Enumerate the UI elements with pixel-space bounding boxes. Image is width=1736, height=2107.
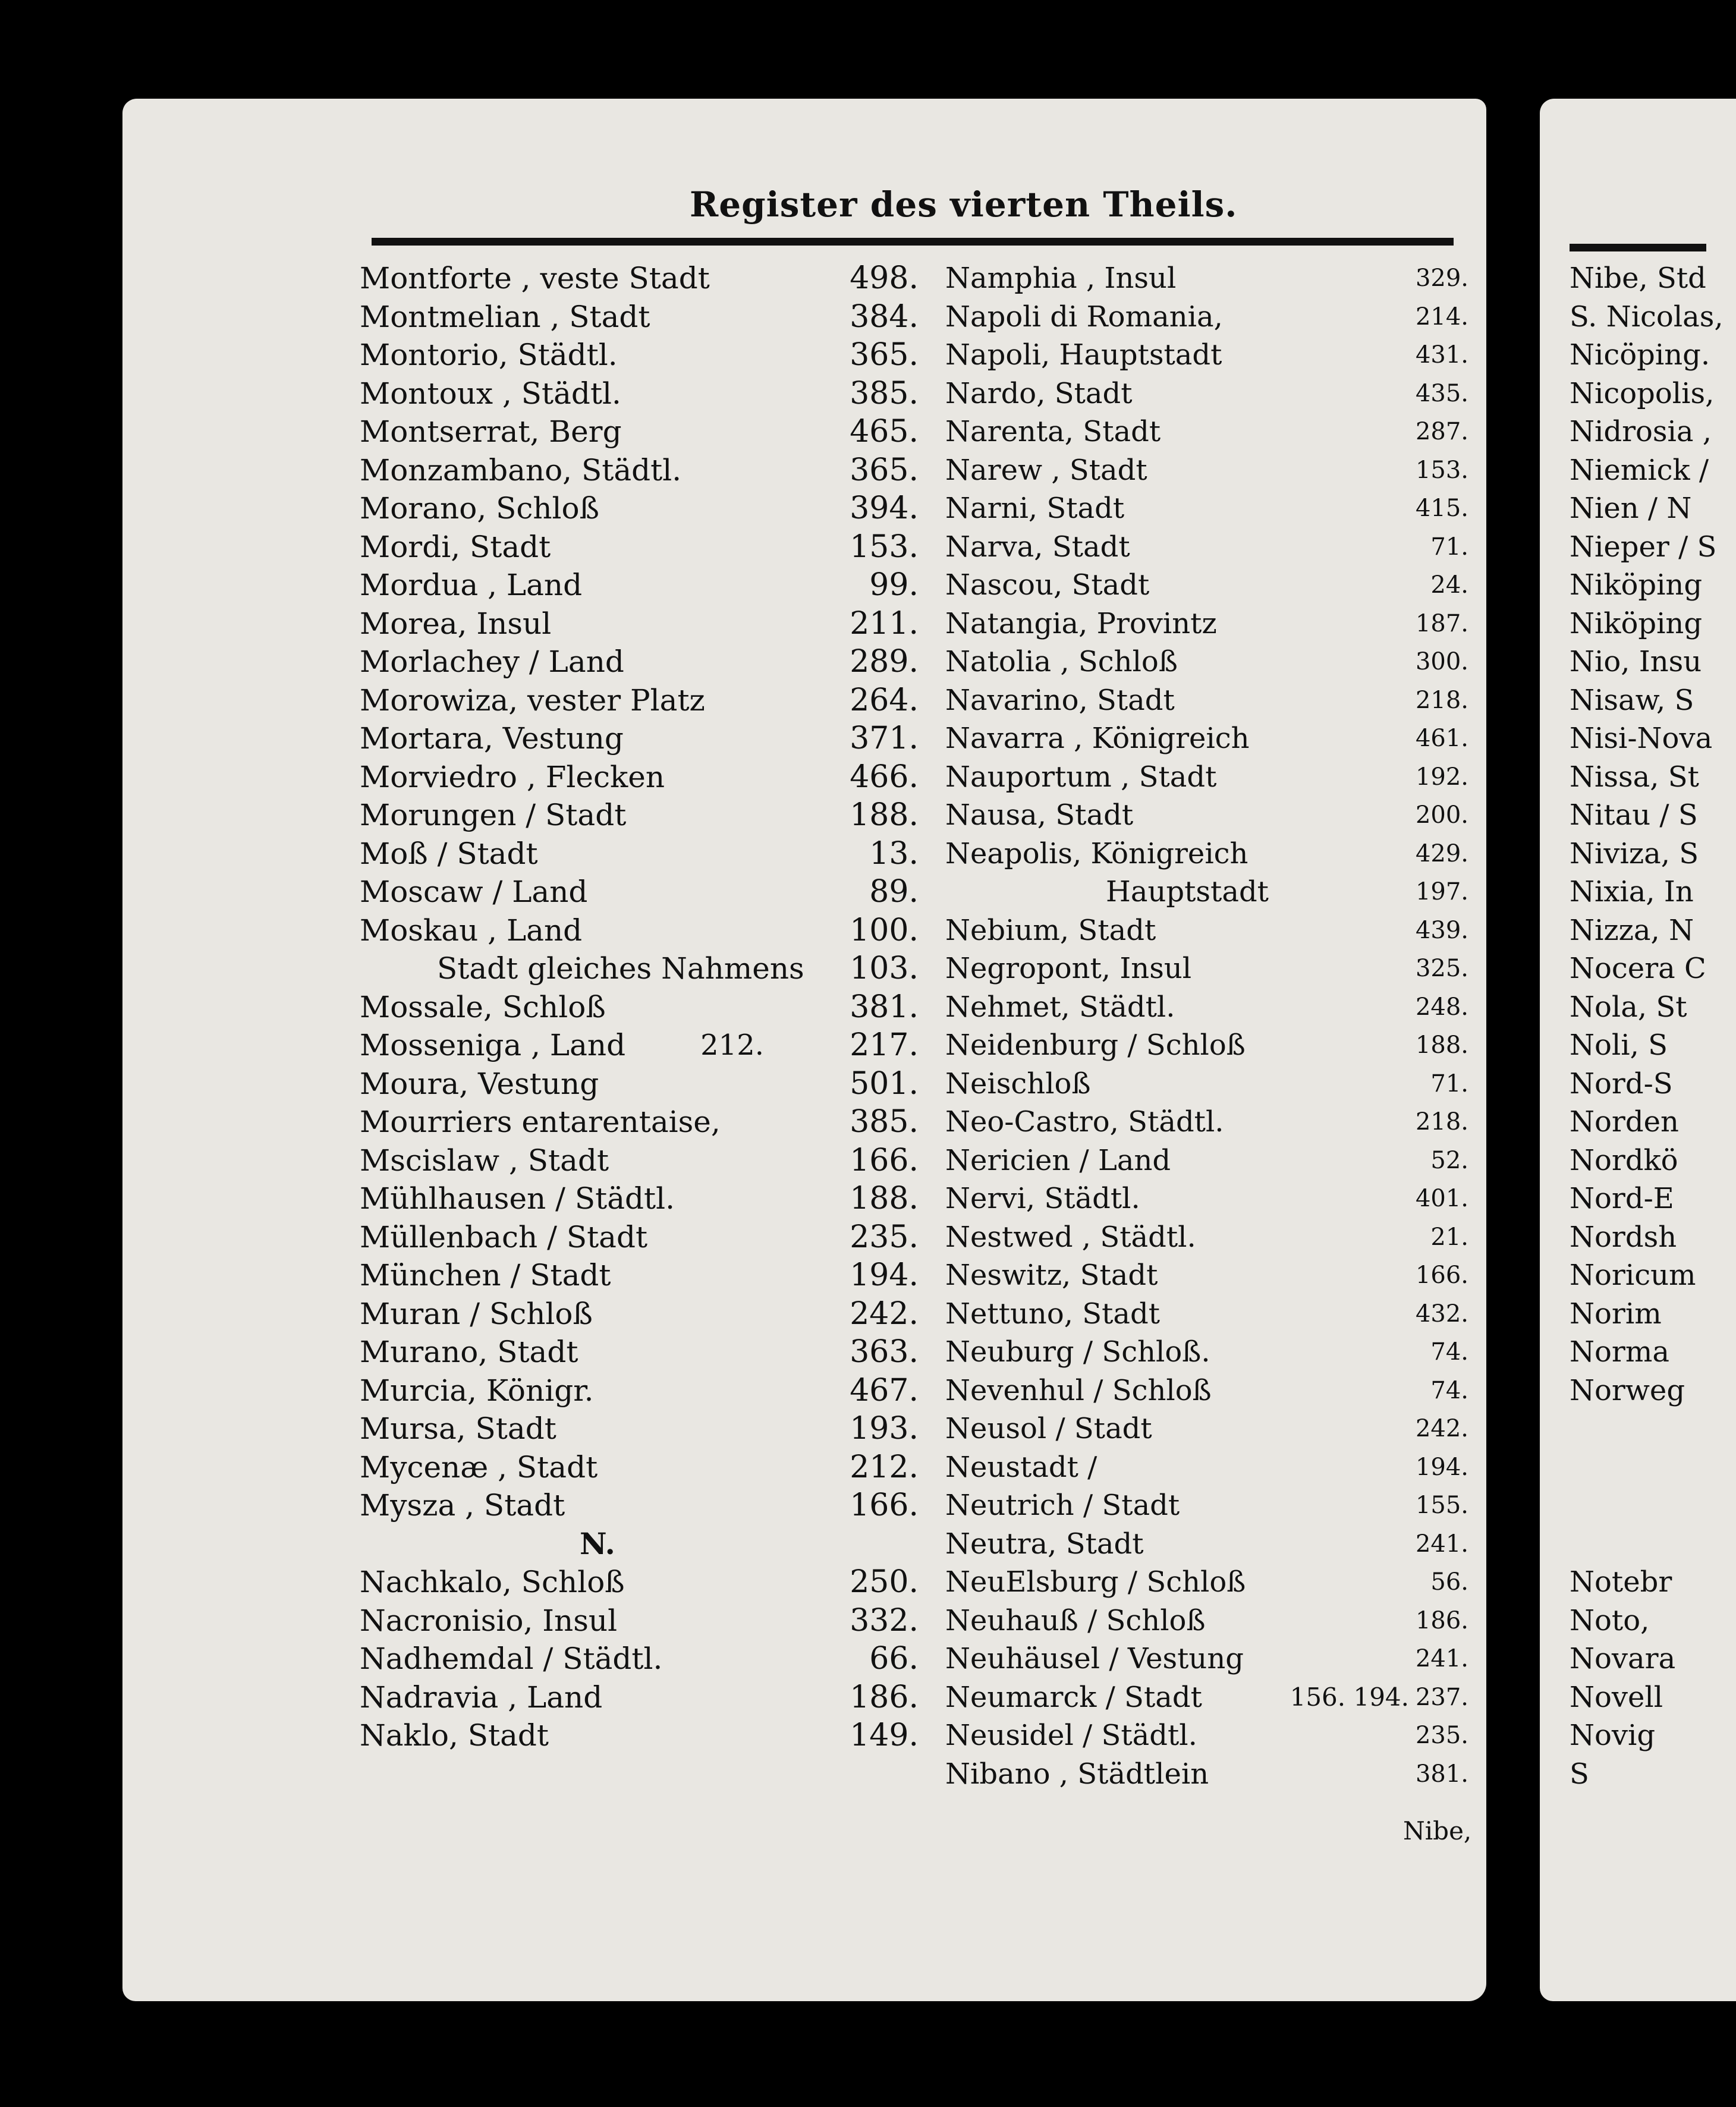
entry-name: Mycenæ , Stadt — [360, 1449, 598, 1485]
index-entry-partial: Nisaw, S — [1570, 683, 1694, 717]
entry-name: Neswitz, Stadt — [945, 1259, 1158, 1292]
index-entry-partial: Nieper / S — [1570, 530, 1717, 564]
entry-name: Muran / Schloß — [360, 1296, 593, 1331]
entry-page-number: 381. — [850, 989, 919, 1025]
index-entry-partial: Norma — [1570, 1335, 1669, 1369]
index-entry — [360, 1333, 924, 1372]
entry-name: München / Stadt — [360, 1258, 611, 1292]
entry-page-number: 188. — [1415, 1032, 1468, 1059]
entry-name: Neidenburg / Schloß — [945, 1029, 1246, 1062]
entry-name: Stadt gleiches Nahmens — [437, 951, 804, 986]
index-entry — [945, 1602, 1468, 1640]
entry-name: Nadravia , Land — [360, 1680, 603, 1715]
index-entry-partial: Nien / N — [1570, 492, 1692, 525]
index-entry-partial: Niviza, S — [1570, 836, 1699, 870]
index-entry — [945, 566, 1468, 605]
index-entry-partial: Nord-S — [1570, 1067, 1673, 1100]
index-entry-partial: Norim — [1570, 1297, 1662, 1331]
index-entry — [945, 1065, 1468, 1103]
index-entry-partial: Novig — [1570, 1719, 1656, 1752]
index-entry — [360, 1295, 924, 1334]
index-entry — [360, 911, 924, 950]
entry-name: Neischloß — [945, 1067, 1091, 1100]
entry-name: Neuhauß / Schloß — [945, 1603, 1206, 1637]
index-entry — [360, 1486, 924, 1525]
index-entry-partial — [1570, 1486, 1706, 1525]
entry-page-number: 289. — [850, 644, 919, 680]
entry-page-number: 363. — [850, 1334, 919, 1370]
entry-page-number: 401. — [1415, 1185, 1468, 1212]
index-entry-partial: Norweg — [1570, 1373, 1685, 1407]
index-entry — [360, 873, 924, 911]
index-entry — [360, 1410, 924, 1448]
entry-name: Murano, Stadt — [360, 1335, 578, 1369]
catchword: Nibe, — [1403, 1816, 1472, 1845]
index-entry-partial: Novell — [1570, 1680, 1663, 1714]
index-entry — [945, 1678, 1468, 1717]
entry-name: Neusidel / Städtl. — [945, 1719, 1197, 1752]
index-entry-partial: Nisi-Nova — [1570, 722, 1713, 755]
index-entry — [360, 1678, 924, 1717]
entry-page-number: 186. — [1415, 1606, 1468, 1634]
index-entry — [945, 451, 1468, 490]
entry-name: Narva, Stadt — [945, 530, 1130, 564]
index-entry-partial — [1570, 1410, 1706, 1448]
index-entry — [945, 1103, 1468, 1141]
index-entry — [360, 1218, 924, 1257]
entry-name: Neusol / Stadt — [945, 1412, 1152, 1445]
index-entry — [945, 528, 1468, 567]
entry-name: Navarino, Stadt — [945, 683, 1175, 717]
entry-page-number: 466. — [850, 759, 919, 795]
entry-page-number: 52. — [1430, 1146, 1468, 1174]
index-entry — [360, 259, 924, 298]
index-entry-partial: Nitau / S — [1570, 798, 1698, 832]
entry-name: Montforte , veste Stadt — [360, 261, 710, 295]
entry-page-number: 332. — [850, 1602, 919, 1639]
index-entry — [945, 835, 1468, 873]
entry-page-number: 89. — [869, 874, 919, 910]
entry-page-number: 439. — [1415, 916, 1468, 944]
index-entry — [945, 1295, 1468, 1334]
entry-name: Morviedro , Flecken — [360, 759, 665, 794]
entry-page-number: 100. — [850, 912, 919, 948]
entry-page-number: 431. — [1415, 341, 1468, 369]
entry-name: Morlachey / Land — [360, 644, 624, 679]
entry-page-number: 237. — [1415, 1683, 1468, 1711]
entry-page-number: 153. — [850, 529, 919, 565]
entry-page-number: 99. — [869, 567, 919, 603]
entry-name: Hauptstadt — [1106, 875, 1269, 908]
index-entry — [945, 988, 1468, 1027]
index-entry-partial: Nord-E — [1570, 1182, 1674, 1215]
index-entry — [945, 643, 1468, 681]
entry-page-number: 192. — [1415, 763, 1468, 791]
index-entry — [360, 988, 924, 1027]
entry-page-number: 155. — [1415, 1492, 1468, 1519]
entry-page-number: 212. — [850, 1449, 919, 1485]
index-column-2 — [945, 259, 1468, 1793]
entry-name: Moß / Stadt — [360, 836, 538, 871]
index-entry — [360, 643, 924, 681]
entry-name: Narni, Stadt — [945, 492, 1125, 525]
header-rule-right-page — [1570, 244, 1706, 251]
entry-page-number: 218. — [1415, 1108, 1468, 1136]
entry-page-number: 461. — [1415, 725, 1468, 752]
index-entry-partial: Nola, St — [1570, 990, 1687, 1024]
entry-page-number: 71. — [1430, 1070, 1468, 1097]
entry-page-number: 153. — [1415, 456, 1468, 484]
entry-page-number: 149. — [850, 1718, 919, 1753]
entry-name: Mordua , Land — [360, 568, 583, 602]
index-entry-partial: Nocera C — [1570, 952, 1706, 985]
entry-name: Napoli di Romania, — [945, 300, 1223, 334]
index-entry-partial: Nizza, N — [1570, 913, 1694, 947]
entry-page-number: 166. — [850, 1142, 919, 1178]
section-letter — [360, 1525, 924, 1564]
entry-name: Nehmet, Städtl. — [945, 990, 1175, 1024]
index-entry-partial: Niköping — [1570, 606, 1703, 640]
entry-page-number: 200. — [1415, 801, 1468, 829]
entry-page-number: 188. — [850, 797, 919, 833]
index-entry — [360, 681, 924, 720]
index-entry — [945, 796, 1468, 835]
index-entry — [945, 949, 1468, 988]
entry-name: Mursa, Stadt — [360, 1411, 556, 1446]
entry-name: Mscislaw , Stadt — [360, 1143, 609, 1178]
index-entry-partial: Norden — [1570, 1105, 1679, 1139]
entry-name: Nebium, Stadt — [945, 913, 1156, 947]
entry-name: Napoli, Hauptstadt — [945, 338, 1222, 372]
index-entry-partial: Nissa, St — [1570, 760, 1699, 794]
entry-page-number: 24. — [1430, 571, 1468, 599]
entry-name: Mossale, Schloß — [360, 989, 606, 1024]
index-entry — [360, 1372, 924, 1410]
entry-page-number: 71. — [1430, 533, 1468, 561]
entry-name: Nericien / Land — [945, 1143, 1171, 1177]
entry-page-number: 56. — [1430, 1568, 1468, 1596]
index-entry — [360, 605, 924, 643]
entry-page-number: 467. — [850, 1372, 919, 1408]
index-entry — [945, 1026, 1468, 1065]
index-entry — [360, 1563, 924, 1602]
entry-name: Moscaw / Land — [360, 875, 588, 909]
index-entry-partial: Nixia, In — [1570, 875, 1694, 908]
entry-name: Morea, Insul — [360, 606, 552, 641]
entry-page-number: 66. — [869, 1641, 919, 1677]
index-entry — [360, 1716, 924, 1755]
index-entry — [945, 1410, 1468, 1448]
entry-page-number: 248. — [1415, 993, 1468, 1021]
entry-page-number: 187. — [1415, 609, 1468, 637]
index-entry — [360, 1141, 924, 1180]
entry-page-number: 429. — [1415, 839, 1468, 867]
entry-page-number: 241. — [1415, 1645, 1468, 1672]
index-entry — [360, 1256, 924, 1295]
entry-name: Nettuno, Stadt — [945, 1297, 1161, 1331]
entry-name: Negropont, Insul — [945, 952, 1192, 985]
index-entry — [945, 1448, 1468, 1487]
entry-page-number: 166. — [1415, 1262, 1468, 1289]
index-entry — [945, 1141, 1468, 1180]
index-entry — [945, 1525, 1468, 1564]
index-entry — [945, 1563, 1468, 1602]
header-rule — [372, 238, 1454, 246]
index-entry-partial: Noto, — [1570, 1603, 1650, 1637]
entry-name: Murcia, Königr. — [360, 1373, 594, 1408]
index-entry-partial: Nidrosia , — [1570, 415, 1712, 448]
entry-name: Montserrat, Berg — [360, 414, 622, 449]
entry-page-number: 188. — [850, 1181, 919, 1216]
entry-page-number: 194. — [1415, 1453, 1468, 1481]
index-entry — [945, 375, 1468, 413]
index-entry — [945, 1218, 1468, 1257]
index-entry-partial: Novara — [1570, 1642, 1676, 1675]
index-entry — [945, 336, 1468, 375]
index-entry — [360, 528, 924, 567]
entry-extra-page: 156. 194. — [1290, 1682, 1409, 1712]
index-entry — [945, 719, 1468, 758]
page-header: Register des vierten Theils. — [690, 184, 1238, 225]
entry-page-number: 365. — [850, 452, 919, 488]
entry-name: Nascou, Stadt — [945, 568, 1150, 602]
index-entry — [945, 605, 1468, 643]
entry-page-number: 186. — [850, 1679, 919, 1715]
entry-name: Nacronisio, Insul — [360, 1603, 618, 1638]
index-entry — [360, 336, 924, 375]
index-entry — [945, 1180, 1468, 1218]
entry-page-number: 235. — [850, 1219, 919, 1255]
entry-name: Nestwed , Städtl. — [945, 1220, 1196, 1254]
entry-name: Nausa, Stadt — [945, 798, 1134, 832]
entry-name: Naklo, Stadt — [360, 1718, 549, 1753]
entry-name: Nervi, Städtl. — [945, 1182, 1140, 1215]
entry-name: Montmelian , Stadt — [360, 299, 650, 334]
entry-name: Nadhemdal / Städtl. — [360, 1641, 663, 1676]
index-entry — [945, 413, 1468, 451]
entry-page-number: 287. — [1415, 418, 1468, 445]
index-entry — [945, 681, 1468, 720]
entry-name: Nachkalo, Schloß — [360, 1565, 625, 1599]
entry-page-number: 241. — [1415, 1530, 1468, 1558]
index-entry — [360, 566, 924, 605]
entry-name: Müllenbach / Stadt — [360, 1219, 648, 1254]
index-column-right-page — [1570, 259, 1724, 1793]
entry-page-number: 501. — [850, 1065, 919, 1102]
index-entry — [945, 489, 1468, 528]
entry-page-number: 242. — [1415, 1415, 1468, 1442]
entry-page-number: 103. — [850, 951, 919, 986]
index-entry — [945, 873, 1468, 911]
index-entry — [945, 1372, 1468, 1410]
entry-name: Morano, Schloß — [360, 491, 600, 526]
entry-name: Moura, Vestung — [360, 1066, 599, 1101]
index-entry-partial: S — [1570, 1757, 1589, 1791]
index-entry-partial: Nordsh — [1570, 1220, 1677, 1254]
index-entry — [945, 259, 1468, 298]
index-entry — [360, 719, 924, 758]
entry-name: Mosseniga , Land — [360, 1028, 626, 1062]
entry-name: Montorio, Städtl. — [360, 338, 618, 372]
entry-extra-page: 212. — [700, 1029, 764, 1062]
index-entry — [945, 1256, 1468, 1295]
index-entry — [360, 1103, 924, 1141]
index-entry — [360, 1026, 924, 1065]
entry-name: Mortara, Vestung — [360, 721, 624, 756]
index-entry — [360, 1602, 924, 1640]
entry-page-number: 432. — [1415, 1300, 1468, 1328]
index-entry — [360, 1640, 924, 1678]
entry-name: Neumarck / Stadt — [945, 1680, 1202, 1714]
entry-page-number: 498. — [850, 260, 919, 296]
index-entry — [360, 949, 924, 988]
index-entry — [945, 1716, 1468, 1755]
entry-page-number: 214. — [1415, 303, 1468, 331]
index-entry-partial — [1570, 1448, 1706, 1487]
index-entry-partial: Noricum — [1570, 1259, 1696, 1292]
entry-page-number: 250. — [850, 1564, 919, 1600]
index-entry — [945, 758, 1468, 797]
entry-page-number: 21. — [1430, 1223, 1468, 1251]
entry-name: Neustadt / — [945, 1450, 1097, 1484]
entry-name: Namphia , Insul — [945, 262, 1177, 295]
index-entry — [360, 758, 924, 797]
index-entry-partial: Nio, Insu — [1570, 645, 1702, 678]
entry-name: Neapolis, Königreich — [945, 836, 1248, 870]
entry-name: Nevenhul / Schloß — [945, 1373, 1212, 1407]
entry-page-number: 435. — [1415, 379, 1468, 407]
entry-name: NeuElsburg / Schloß — [945, 1565, 1246, 1599]
entry-name: Neo-Castro, Städtl. — [945, 1105, 1224, 1139]
entry-page-number: 264. — [850, 682, 919, 718]
index-column-1 — [360, 259, 924, 1755]
entry-name: Nauportum , Stadt — [945, 760, 1217, 794]
entry-name: N. — [580, 1526, 615, 1561]
entry-page-number: 329. — [1415, 265, 1468, 292]
entry-page-number: 242. — [850, 1295, 919, 1332]
entry-page-number: 197. — [1415, 878, 1468, 905]
entry-page-number: 74. — [1430, 1376, 1468, 1404]
entry-page-number: 211. — [850, 605, 919, 641]
entry-page-number: 166. — [850, 1488, 919, 1523]
index-entry-partial: Nicöping. — [1570, 338, 1710, 372]
index-entry-partial: Nordkö — [1570, 1143, 1678, 1177]
index-entry — [945, 1333, 1468, 1372]
index-entry — [360, 1180, 924, 1218]
entry-name: Mordi, Stadt — [360, 529, 551, 564]
index-entry — [360, 375, 924, 413]
entry-name: Narenta, Stadt — [945, 415, 1161, 448]
index-entry-partial: Niemick / — [1570, 453, 1709, 487]
entry-name: Moskau , Land — [360, 913, 583, 948]
entry-page-number: 384. — [850, 298, 919, 335]
index-entry — [360, 298, 924, 337]
index-entry-partial: Noli, S — [1570, 1029, 1668, 1062]
entry-page-number: 394. — [850, 490, 919, 526]
index-entry — [360, 796, 924, 835]
entry-name: Morungen / Stadt — [360, 798, 627, 832]
index-entry — [945, 1755, 1468, 1794]
index-entry-partial — [1570, 1525, 1706, 1564]
entry-name: Narew , Stadt — [945, 453, 1147, 487]
index-entry — [360, 489, 924, 528]
entry-page-number: 235. — [1415, 1722, 1468, 1749]
index-entry-partial: Niköping — [1570, 568, 1703, 602]
entry-name: Nardo, Stadt — [945, 376, 1133, 410]
index-entry — [945, 298, 1468, 337]
entry-name: Mysza , Stadt — [360, 1488, 565, 1523]
entry-page-number: 300. — [1415, 648, 1468, 675]
entry-name: Montoux , Städtl. — [360, 376, 621, 411]
entry-name: Morowiza, vester Platz — [360, 683, 705, 718]
index-entry-partial: Nibe, Std — [1570, 262, 1706, 295]
entry-name: Mourriers entarentaise, — [360, 1105, 721, 1139]
entry-name: Mühlhausen / Städtl. — [360, 1181, 675, 1216]
entry-page-number: 325. — [1415, 955, 1468, 982]
index-entry — [945, 1486, 1468, 1525]
entry-page-number: 371. — [850, 721, 919, 756]
index-entry — [360, 1448, 924, 1487]
entry-name: Neutrich / Stadt — [945, 1489, 1180, 1522]
entry-name: Neutra, Stadt — [945, 1527, 1144, 1561]
index-entry — [360, 835, 924, 873]
index-entry — [360, 1065, 924, 1103]
entry-page-number: 194. — [850, 1257, 919, 1293]
entry-page-number: 385. — [850, 375, 919, 411]
index-entry-partial: Notebr — [1570, 1565, 1672, 1599]
entry-page-number: 218. — [1415, 686, 1468, 714]
entry-name: Neuburg / Schloß. — [945, 1335, 1210, 1369]
entry-page-number: 381. — [1415, 1760, 1468, 1788]
entry-page-number: 415. — [1415, 495, 1468, 522]
entry-page-number: 13. — [869, 835, 919, 872]
entry-name: Neuhäusel / Vestung — [945, 1642, 1244, 1675]
entry-name: Natolia , Schloß — [945, 645, 1178, 678]
entry-page-number: 365. — [850, 337, 919, 373]
index-entry — [945, 1640, 1468, 1678]
entry-name: Navarra , Königreich — [945, 722, 1250, 755]
entry-page-number: 74. — [1430, 1338, 1468, 1366]
index-entry — [360, 451, 924, 490]
entry-page-number: 193. — [850, 1411, 919, 1446]
index-entry — [945, 911, 1468, 950]
index-entry-partial: S. Nicolas, — [1570, 300, 1724, 334]
entry-name: Natangia, Provintz — [945, 606, 1217, 640]
entry-name: Monzambano, Städtl. — [360, 452, 682, 488]
entry-page-number: 217. — [850, 1027, 919, 1063]
index-entry — [360, 413, 924, 451]
entry-name: Nibano , Städtlein — [945, 1757, 1209, 1791]
entry-page-number: 465. — [850, 414, 919, 449]
entry-page-number: 385. — [850, 1104, 919, 1140]
index-entry-partial: Nicopolis, — [1570, 376, 1715, 410]
